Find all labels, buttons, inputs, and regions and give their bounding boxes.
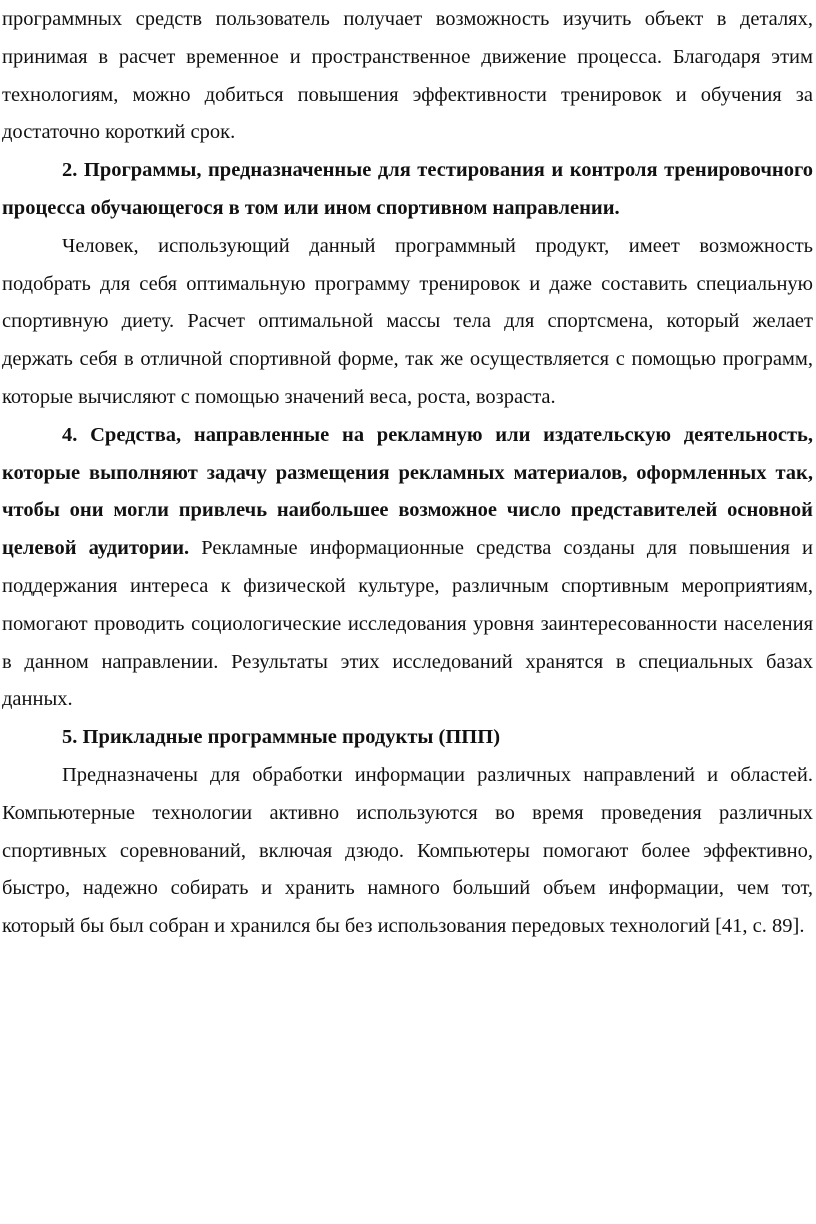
section-heading-4: 4. Средства, направленные на рекламную или издательскую деятельность, которые выполняют задачу размещения рекламных материалов, оформленных так, чтобы они могли привлечь наибольшее возможное число представителей основной целевой аудитории. xyxy=(2,423,813,560)
section-4-body: Рекламные информационные средства созданы для повышения и поддержания интереса к физической культуре, различным спортивным мероприятиям, помогают проводить социологические исследования уровня заинтересованности населения в данном направлении. Результаты этих исследований хранятся в специальных базах данных. xyxy=(2,537,813,711)
paragraph-section-5: Предназначены для обработки информации различных направлений и областей. Компьютерные технологии активно используются во время проведения различных спортивных соревнований, включая дзюдо. Компьютеры помогают более эффективно, быстро, надежно собирать и хранить намного больший объем информации, чем тот, который бы был собран и хранился бы без использования передовых технологий [41, с. 89]. xyxy=(2,763,813,938)
paragraph-continuation: программных средств пользователь получает возможность изучить объект в деталях, принимая в расчет временное и пространственное движение процесса. Благодаря этим технологиям, можно добиться повышения эффективности тренировок и обучения за достаточно короткий срок. xyxy=(2,8,813,144)
section-heading-2: 2. Программы, предназначенные для тестирования и контроля тренировочного процесса обучающегося в том или ином спортивном направлении. xyxy=(2,159,813,219)
section-heading-5: 5. Прикладные программные продукты (ППП) xyxy=(62,726,501,749)
paragraph-section-4 xyxy=(2,417,813,719)
paragraph-section-2: Человек, использующий данный программный продукт, имеет возможность подобрать для себя оптимальную программу тренировок и даже составить специальную спортивную диету. Расчет оптимальной массы тела для спортсмена, который желает держать себя в отличной спортивной форме, так же осуществляется с помощью программ, которые вычисляют с помощью значений веса, роста, возраста. xyxy=(2,234,813,408)
